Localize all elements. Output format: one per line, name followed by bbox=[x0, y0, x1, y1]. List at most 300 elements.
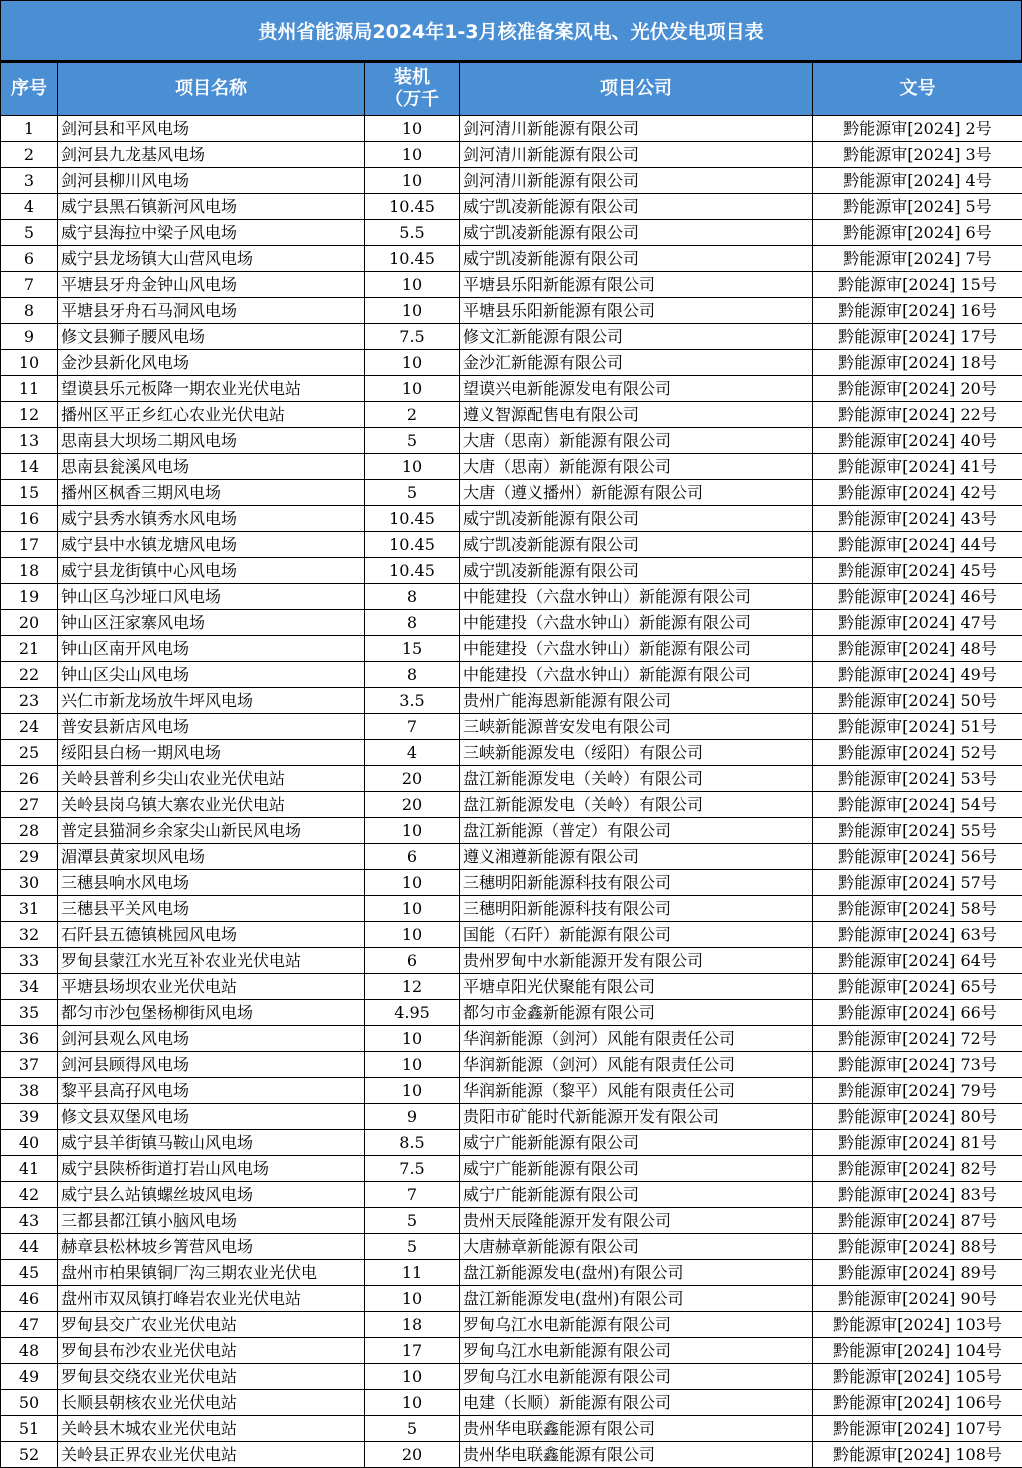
cell-capacity: 10 bbox=[365, 1286, 460, 1312]
table-row bbox=[1, 324, 1022, 350]
cell-no: 30 bbox=[1, 870, 58, 896]
table-row bbox=[1, 1130, 1022, 1156]
cell-company: 中能建投（六盘水钟山）新能源有限公司 bbox=[460, 610, 813, 636]
cell-no: 19 bbox=[1, 584, 58, 610]
table-row bbox=[1, 1078, 1022, 1104]
cell-company: 贵州天辰隆能源开发有限公司 bbox=[460, 1208, 813, 1234]
cell-capacity: 10 bbox=[365, 350, 460, 376]
cell-capacity: 8 bbox=[365, 610, 460, 636]
cell-doc-number: 黔能源审[2024] 7号 bbox=[813, 246, 1022, 272]
cell-doc-number: 黔能源审[2024] 41号 bbox=[813, 454, 1022, 480]
table-row bbox=[1, 1000, 1022, 1026]
cell-doc-number: 黔能源审[2024] 56号 bbox=[813, 844, 1022, 870]
cell-company: 三峡新能源发电（绥阳）有限公司 bbox=[460, 740, 813, 766]
cell-no: 11 bbox=[1, 376, 58, 402]
cell-doc-number: 黔能源审[2024] 17号 bbox=[813, 324, 1022, 350]
cell-capacity: 7.5 bbox=[365, 324, 460, 350]
cell-capacity: 5 bbox=[365, 428, 460, 454]
table-row bbox=[1, 870, 1022, 896]
cell-project-name: 三都县都江镇小脑风电场 bbox=[58, 1208, 365, 1234]
cell-project-name: 盘州市柏果镇铜厂沟三期农业光伏电 bbox=[58, 1260, 365, 1286]
cell-company: 华润新能源（黎平）风能有限责任公司 bbox=[460, 1078, 813, 1104]
table-row bbox=[1, 350, 1022, 376]
table-row bbox=[1, 740, 1022, 766]
cell-capacity: 10 bbox=[365, 1052, 460, 1078]
cell-capacity: 7 bbox=[365, 714, 460, 740]
cell-company: 贵阳市矿能时代新能源开发有限公司 bbox=[460, 1104, 813, 1130]
cell-project-name: 钟山区汪家寨风电场 bbox=[58, 610, 365, 636]
cell-capacity: 15 bbox=[365, 636, 460, 662]
cell-project-name: 关岭县岗乌镇大寨农业光伏电站 bbox=[58, 792, 365, 818]
cell-project-name: 剑河县顾得风电场 bbox=[58, 1052, 365, 1078]
table-row bbox=[1, 1312, 1022, 1338]
cell-capacity: 8 bbox=[365, 584, 460, 610]
table-row bbox=[1, 194, 1022, 220]
cell-doc-number: 黔能源审[2024] 47号 bbox=[813, 610, 1022, 636]
cell-doc-number: 黔能源审[2024] 108号 bbox=[813, 1442, 1022, 1468]
cell-no: 32 bbox=[1, 922, 58, 948]
table-row bbox=[1, 480, 1022, 506]
table-row bbox=[1, 610, 1022, 636]
cell-doc-number: 黔能源审[2024] 80号 bbox=[813, 1104, 1022, 1130]
cell-project-name: 普安县新店风电场 bbox=[58, 714, 365, 740]
cell-company: 罗甸乌江水电新能源有限公司 bbox=[460, 1364, 813, 1390]
cell-capacity: 18 bbox=[365, 1312, 460, 1338]
cell-doc-number: 黔能源审[2024] 49号 bbox=[813, 662, 1022, 688]
table-row bbox=[1, 220, 1022, 246]
cell-no: 50 bbox=[1, 1390, 58, 1416]
table-row bbox=[1, 142, 1022, 168]
cell-capacity: 5 bbox=[365, 1416, 460, 1442]
cell-doc-number: 黔能源审[2024] 46号 bbox=[813, 584, 1022, 610]
cell-company: 平塘县乐阳新能源有限公司 bbox=[460, 298, 813, 324]
cell-doc-number: 黔能源审[2024] 57号 bbox=[813, 870, 1022, 896]
cell-no: 49 bbox=[1, 1364, 58, 1390]
table-row bbox=[1, 246, 1022, 272]
cell-no: 41 bbox=[1, 1156, 58, 1182]
cell-project-name: 剑河县九龙基风电场 bbox=[58, 142, 365, 168]
table-row bbox=[1, 1234, 1022, 1260]
header-no: 序号 bbox=[1, 63, 58, 116]
table-row bbox=[1, 1052, 1022, 1078]
cell-no: 8 bbox=[1, 298, 58, 324]
cell-company: 遵义湘遵新能源有限公司 bbox=[460, 844, 813, 870]
cell-doc-number: 黔能源审[2024] 104号 bbox=[813, 1338, 1022, 1364]
cell-doc-number: 黔能源审[2024] 2号 bbox=[813, 116, 1022, 142]
cell-capacity: 10 bbox=[365, 454, 460, 480]
cell-capacity: 10.45 bbox=[365, 558, 460, 584]
cell-project-name: 威宁县羊街镇马鞍山风电场 bbox=[58, 1130, 365, 1156]
cell-no: 6 bbox=[1, 246, 58, 272]
cell-no: 33 bbox=[1, 948, 58, 974]
cell-no: 27 bbox=[1, 792, 58, 818]
cell-project-name: 威宁县黑石镇新河风电场 bbox=[58, 194, 365, 220]
table-row bbox=[1, 1416, 1022, 1442]
header-name: 项目名称 bbox=[58, 63, 365, 116]
cell-company: 平塘卓阳光伏聚能有限公司 bbox=[460, 974, 813, 1000]
cell-company: 大唐（思南）新能源有限公司 bbox=[460, 454, 813, 480]
cell-capacity: 10 bbox=[365, 142, 460, 168]
cell-doc-number: 黔能源审[2024] 105号 bbox=[813, 1364, 1022, 1390]
cell-project-name: 罗甸县交绕农业光伏电站 bbox=[58, 1364, 365, 1390]
cell-capacity: 17 bbox=[365, 1338, 460, 1364]
table-row bbox=[1, 272, 1022, 298]
cell-project-name: 剑河县观么风电场 bbox=[58, 1026, 365, 1052]
cell-company: 罗甸乌江水电新能源有限公司 bbox=[460, 1338, 813, 1364]
table-row bbox=[1, 896, 1022, 922]
table-row bbox=[1, 506, 1022, 532]
cell-capacity: 5 bbox=[365, 480, 460, 506]
cell-doc-number: 黔能源审[2024] 87号 bbox=[813, 1208, 1022, 1234]
cell-doc-number: 黔能源审[2024] 90号 bbox=[813, 1286, 1022, 1312]
cell-capacity: 3.5 bbox=[365, 688, 460, 714]
cell-project-name: 绥阳县白杨一期风电场 bbox=[58, 740, 365, 766]
cell-company: 威宁凯凌新能源有限公司 bbox=[460, 532, 813, 558]
cell-no: 2 bbox=[1, 142, 58, 168]
cell-project-name: 剑河县和平风电场 bbox=[58, 116, 365, 142]
table-row bbox=[1, 1260, 1022, 1286]
cell-no: 47 bbox=[1, 1312, 58, 1338]
cell-doc-number: 黔能源审[2024] 16号 bbox=[813, 298, 1022, 324]
table-row bbox=[1, 454, 1022, 480]
cell-company: 遵义智源配售电有限公司 bbox=[460, 402, 813, 428]
cell-project-name: 湄潭县黄家坝风电场 bbox=[58, 844, 365, 870]
cell-doc-number: 黔能源审[2024] 53号 bbox=[813, 766, 1022, 792]
cell-doc-number: 黔能源审[2024] 65号 bbox=[813, 974, 1022, 1000]
cell-project-name: 威宁县中水镇龙塘风电场 bbox=[58, 532, 365, 558]
cell-no: 17 bbox=[1, 532, 58, 558]
cell-doc-number: 黔能源审[2024] 54号 bbox=[813, 792, 1022, 818]
table-row bbox=[1, 766, 1022, 792]
cell-no: 34 bbox=[1, 974, 58, 1000]
cell-no: 21 bbox=[1, 636, 58, 662]
cell-project-name: 兴仁市新龙场放牛坪风电场 bbox=[58, 688, 365, 714]
cell-project-name: 盘州市双凤镇打峰岩农业光伏电站 bbox=[58, 1286, 365, 1312]
cell-no: 52 bbox=[1, 1442, 58, 1468]
cell-no: 51 bbox=[1, 1416, 58, 1442]
table-row bbox=[1, 974, 1022, 1000]
cell-company: 平塘县乐阳新能源有限公司 bbox=[460, 272, 813, 298]
cell-project-name: 威宁县龙街镇中心风电场 bbox=[58, 558, 365, 584]
project-table bbox=[0, 62, 1022, 1468]
cell-capacity: 20 bbox=[365, 792, 460, 818]
cell-company: 三穗明阳新能源科技有限公司 bbox=[460, 896, 813, 922]
cell-company: 贵州华电联鑫能源有限公司 bbox=[460, 1416, 813, 1442]
cell-company: 威宁凯凌新能源有限公司 bbox=[460, 220, 813, 246]
table-row bbox=[1, 1182, 1022, 1208]
cell-capacity: 5.5 bbox=[365, 220, 460, 246]
cell-company: 修文汇新能源有限公司 bbox=[460, 324, 813, 350]
cell-capacity: 10 bbox=[365, 376, 460, 402]
cell-project-name: 播州区平正乡红心农业光伏电站 bbox=[58, 402, 365, 428]
cell-capacity: 7 bbox=[365, 1182, 460, 1208]
cell-company: 剑河清川新能源有限公司 bbox=[460, 116, 813, 142]
cell-company: 盘江新能源发电（关岭）有限公司 bbox=[460, 792, 813, 818]
table-row bbox=[1, 116, 1022, 142]
cell-no: 20 bbox=[1, 610, 58, 636]
cell-project-name: 黎平县高孖风电场 bbox=[58, 1078, 365, 1104]
cell-doc-number: 黔能源审[2024] 4号 bbox=[813, 168, 1022, 194]
cell-doc-number: 黔能源审[2024] 88号 bbox=[813, 1234, 1022, 1260]
table-row bbox=[1, 1286, 1022, 1312]
cell-doc-number: 黔能源审[2024] 64号 bbox=[813, 948, 1022, 974]
cell-doc-number: 黔能源审[2024] 40号 bbox=[813, 428, 1022, 454]
cell-no: 29 bbox=[1, 844, 58, 870]
header-row bbox=[1, 63, 1022, 116]
cell-project-name: 赫章县松林坡乡箐营风电场 bbox=[58, 1234, 365, 1260]
table-row bbox=[1, 688, 1022, 714]
cell-capacity: 9 bbox=[365, 1104, 460, 1130]
table-row bbox=[1, 376, 1022, 402]
table-row bbox=[1, 532, 1022, 558]
cell-project-name: 钟山区尖山风电场 bbox=[58, 662, 365, 688]
cell-company: 大唐（思南）新能源有限公司 bbox=[460, 428, 813, 454]
cell-capacity: 6 bbox=[365, 844, 460, 870]
cell-project-name: 思南县大坝场二期风电场 bbox=[58, 428, 365, 454]
cell-company: 都匀市金鑫新能源有限公司 bbox=[460, 1000, 813, 1026]
table-row bbox=[1, 1156, 1022, 1182]
header-capacity-line2: （万千 bbox=[365, 89, 459, 111]
cell-capacity: 2 bbox=[365, 402, 460, 428]
cell-no: 14 bbox=[1, 454, 58, 480]
table-row bbox=[1, 584, 1022, 610]
cell-doc-number: 黔能源审[2024] 82号 bbox=[813, 1156, 1022, 1182]
cell-doc-number: 黔能源审[2024] 42号 bbox=[813, 480, 1022, 506]
cell-capacity: 7.5 bbox=[365, 1156, 460, 1182]
cell-project-name: 思南县瓮溪风电场 bbox=[58, 454, 365, 480]
cell-no: 5 bbox=[1, 220, 58, 246]
table-title: 贵州省能源局2024年1-3月核准备案风电、光伏发电项目表 bbox=[0, 0, 1022, 62]
cell-doc-number: 黔能源审[2024] 50号 bbox=[813, 688, 1022, 714]
cell-project-name: 罗甸县布沙农业光伏电站 bbox=[58, 1338, 365, 1364]
cell-company: 三峡新能源普安发电有限公司 bbox=[460, 714, 813, 740]
cell-doc-number: 黔能源审[2024] 45号 bbox=[813, 558, 1022, 584]
cell-capacity: 10 bbox=[365, 168, 460, 194]
table-row bbox=[1, 1390, 1022, 1416]
cell-doc-number: 黔能源审[2024] 22号 bbox=[813, 402, 1022, 428]
cell-no: 25 bbox=[1, 740, 58, 766]
cell-capacity: 10 bbox=[365, 1390, 460, 1416]
cell-doc-number: 黔能源审[2024] 15号 bbox=[813, 272, 1022, 298]
cell-capacity: 12 bbox=[365, 974, 460, 1000]
cell-company: 威宁广能新能源有限公司 bbox=[460, 1156, 813, 1182]
cell-capacity: 10 bbox=[365, 870, 460, 896]
cell-company: 三穗明阳新能源科技有限公司 bbox=[460, 870, 813, 896]
cell-company: 中能建投（六盘水钟山）新能源有限公司 bbox=[460, 662, 813, 688]
cell-no: 23 bbox=[1, 688, 58, 714]
cell-capacity: 20 bbox=[365, 1442, 460, 1468]
cell-no: 39 bbox=[1, 1104, 58, 1130]
cell-project-name: 播州区枫香三期风电场 bbox=[58, 480, 365, 506]
cell-doc-number: 黔能源审[2024] 66号 bbox=[813, 1000, 1022, 1026]
table-row bbox=[1, 298, 1022, 324]
cell-doc-number: 黔能源审[2024] 18号 bbox=[813, 350, 1022, 376]
cell-capacity: 10 bbox=[365, 922, 460, 948]
cell-company: 华润新能源（剑河）风能有限责任公司 bbox=[460, 1026, 813, 1052]
cell-company: 罗甸乌江水电新能源有限公司 bbox=[460, 1312, 813, 1338]
cell-project-name: 威宁县海拉中梁子风电场 bbox=[58, 220, 365, 246]
cell-capacity: 6 bbox=[365, 948, 460, 974]
cell-company: 国能（石阡）新能源有限公司 bbox=[460, 922, 813, 948]
cell-project-name: 都匀市沙包堡杨柳街风电场 bbox=[58, 1000, 365, 1026]
cell-doc-number: 黔能源审[2024] 89号 bbox=[813, 1260, 1022, 1286]
cell-project-name: 修文县狮子腰风电场 bbox=[58, 324, 365, 350]
cell-company: 威宁凯凌新能源有限公司 bbox=[460, 246, 813, 272]
cell-project-name: 威宁县秀水镇秀水风电场 bbox=[58, 506, 365, 532]
cell-doc-number: 黔能源审[2024] 3号 bbox=[813, 142, 1022, 168]
table-row bbox=[1, 1442, 1022, 1468]
cell-no: 43 bbox=[1, 1208, 58, 1234]
cell-no: 48 bbox=[1, 1338, 58, 1364]
cell-project-name: 钟山区乌沙垭口风电场 bbox=[58, 584, 365, 610]
cell-project-name: 平塘县场坝农业光伏电站 bbox=[58, 974, 365, 1000]
cell-company: 盘江新能源发电（关岭）有限公司 bbox=[460, 766, 813, 792]
cell-company: 威宁凯凌新能源有限公司 bbox=[460, 506, 813, 532]
cell-capacity: 10 bbox=[365, 1026, 460, 1052]
cell-doc-number: 黔能源审[2024] 5号 bbox=[813, 194, 1022, 220]
cell-no: 42 bbox=[1, 1182, 58, 1208]
header-company: 项目公司 bbox=[460, 63, 813, 116]
cell-no: 28 bbox=[1, 818, 58, 844]
table-row bbox=[1, 792, 1022, 818]
cell-project-name: 三穗县平关风电场 bbox=[58, 896, 365, 922]
cell-capacity: 8.5 bbox=[365, 1130, 460, 1156]
table-row bbox=[1, 636, 1022, 662]
table-row bbox=[1, 428, 1022, 454]
cell-doc-number: 黔能源审[2024] 73号 bbox=[813, 1052, 1022, 1078]
table-row bbox=[1, 402, 1022, 428]
cell-company: 威宁凯凌新能源有限公司 bbox=[460, 194, 813, 220]
cell-no: 9 bbox=[1, 324, 58, 350]
cell-doc-number: 黔能源审[2024] 107号 bbox=[813, 1416, 1022, 1442]
cell-no: 12 bbox=[1, 402, 58, 428]
cell-company: 中能建投（六盘水钟山）新能源有限公司 bbox=[460, 636, 813, 662]
cell-capacity: 10.45 bbox=[365, 194, 460, 220]
cell-project-name: 长顺县朝核农业光伏电站 bbox=[58, 1390, 365, 1416]
table-row bbox=[1, 714, 1022, 740]
cell-doc-number: 黔能源审[2024] 103号 bbox=[813, 1312, 1022, 1338]
cell-project-name: 石阡县五德镇桃园风电场 bbox=[58, 922, 365, 948]
header-doc: 文号 bbox=[813, 63, 1022, 116]
cell-capacity: 10.45 bbox=[365, 506, 460, 532]
cell-company: 大唐赫章新能源有限公司 bbox=[460, 1234, 813, 1260]
cell-company: 盘江新能源（普定）有限公司 bbox=[460, 818, 813, 844]
cell-capacity: 10 bbox=[365, 272, 460, 298]
cell-project-name: 普定县猫洞乡余家尖山新民风电场 bbox=[58, 818, 365, 844]
cell-doc-number: 黔能源审[2024] 63号 bbox=[813, 922, 1022, 948]
cell-doc-number: 黔能源审[2024] 55号 bbox=[813, 818, 1022, 844]
cell-capacity: 5 bbox=[365, 1234, 460, 1260]
cell-company: 贵州广能海恩新能源有限公司 bbox=[460, 688, 813, 714]
cell-doc-number: 黔能源审[2024] 72号 bbox=[813, 1026, 1022, 1052]
cell-no: 44 bbox=[1, 1234, 58, 1260]
table-row bbox=[1, 558, 1022, 584]
cell-project-name: 望谟县乐元板降一期农业光伏电站 bbox=[58, 376, 365, 402]
table-row bbox=[1, 948, 1022, 974]
table-row bbox=[1, 922, 1022, 948]
cell-doc-number: 黔能源审[2024] 79号 bbox=[813, 1078, 1022, 1104]
cell-company: 贵州罗甸中水新能源开发有限公司 bbox=[460, 948, 813, 974]
cell-company: 金沙汇新能源有限公司 bbox=[460, 350, 813, 376]
table-row bbox=[1, 818, 1022, 844]
cell-project-name: 关岭县木城农业光伏电站 bbox=[58, 1416, 365, 1442]
cell-capacity: 11 bbox=[365, 1260, 460, 1286]
table-row bbox=[1, 1208, 1022, 1234]
cell-doc-number: 黔能源审[2024] 48号 bbox=[813, 636, 1022, 662]
cell-no: 37 bbox=[1, 1052, 58, 1078]
cell-doc-number: 黔能源审[2024] 44号 bbox=[813, 532, 1022, 558]
cell-doc-number: 黔能源审[2024] 43号 bbox=[813, 506, 1022, 532]
cell-no: 1 bbox=[1, 116, 58, 142]
cell-no: 10 bbox=[1, 350, 58, 376]
cell-no: 36 bbox=[1, 1026, 58, 1052]
cell-no: 15 bbox=[1, 480, 58, 506]
cell-no: 3 bbox=[1, 168, 58, 194]
cell-company: 贵州华电联鑫能源有限公司 bbox=[460, 1442, 813, 1468]
cell-project-name: 关岭县正界农业光伏电站 bbox=[58, 1442, 365, 1468]
cell-doc-number: 黔能源审[2024] 51号 bbox=[813, 714, 1022, 740]
cell-project-name: 钟山区南开风电场 bbox=[58, 636, 365, 662]
cell-company: 望谟兴电新能源发电有限公司 bbox=[460, 376, 813, 402]
cell-project-name: 三穗县响水风电场 bbox=[58, 870, 365, 896]
table-body bbox=[1, 116, 1022, 1468]
cell-project-name: 关岭县普利乡尖山农业光伏电站 bbox=[58, 766, 365, 792]
cell-capacity: 5 bbox=[365, 1208, 460, 1234]
cell-doc-number: 黔能源审[2024] 6号 bbox=[813, 220, 1022, 246]
cell-doc-number: 黔能源审[2024] 52号 bbox=[813, 740, 1022, 766]
cell-company: 威宁广能新能源有限公司 bbox=[460, 1130, 813, 1156]
cell-project-name: 罗甸县蒙江水光互补农业光伏电站 bbox=[58, 948, 365, 974]
cell-company: 盘江新能源发电(盘州)有限公司 bbox=[460, 1286, 813, 1312]
cell-no: 7 bbox=[1, 272, 58, 298]
cell-capacity: 10 bbox=[365, 1078, 460, 1104]
cell-capacity: 10 bbox=[365, 116, 460, 142]
table-row bbox=[1, 1338, 1022, 1364]
cell-company: 威宁凯凌新能源有限公司 bbox=[460, 558, 813, 584]
cell-no: 45 bbox=[1, 1260, 58, 1286]
cell-company: 电建（长顺）新能源有限公司 bbox=[460, 1390, 813, 1416]
cell-capacity: 10.45 bbox=[365, 532, 460, 558]
cell-capacity: 4.95 bbox=[365, 1000, 460, 1026]
cell-capacity: 10 bbox=[365, 1364, 460, 1390]
cell-capacity: 4 bbox=[365, 740, 460, 766]
cell-project-name: 剑河县柳川风电场 bbox=[58, 168, 365, 194]
cell-company: 华润新能源（剑河）风能有限责任公司 bbox=[460, 1052, 813, 1078]
cell-project-name: 平塘县牙舟金钟山风电场 bbox=[58, 272, 365, 298]
cell-capacity: 10 bbox=[365, 298, 460, 324]
cell-project-name: 金沙县新化风电场 bbox=[58, 350, 365, 376]
cell-no: 46 bbox=[1, 1286, 58, 1312]
cell-doc-number: 黔能源审[2024] 81号 bbox=[813, 1130, 1022, 1156]
cell-doc-number: 黔能源审[2024] 106号 bbox=[813, 1390, 1022, 1416]
cell-capacity: 10.45 bbox=[365, 246, 460, 272]
header-capacity-line1: 装机 bbox=[365, 67, 459, 89]
cell-no: 4 bbox=[1, 194, 58, 220]
cell-project-name: 平塘县牙舟石马洞风电场 bbox=[58, 298, 365, 324]
cell-no: 26 bbox=[1, 766, 58, 792]
cell-project-name: 威宁县么站镇螺丝坡风电场 bbox=[58, 1182, 365, 1208]
cell-capacity: 20 bbox=[365, 766, 460, 792]
cell-no: 38 bbox=[1, 1078, 58, 1104]
cell-capacity: 8 bbox=[365, 662, 460, 688]
cell-doc-number: 黔能源审[2024] 20号 bbox=[813, 376, 1022, 402]
table-row bbox=[1, 1026, 1022, 1052]
cell-company: 盘江新能源发电(盘州)有限公司 bbox=[460, 1260, 813, 1286]
cell-doc-number: 黔能源审[2024] 58号 bbox=[813, 896, 1022, 922]
cell-no: 31 bbox=[1, 896, 58, 922]
cell-no: 16 bbox=[1, 506, 58, 532]
cell-project-name: 威宁县陕桥街道打岩山风电场 bbox=[58, 1156, 365, 1182]
